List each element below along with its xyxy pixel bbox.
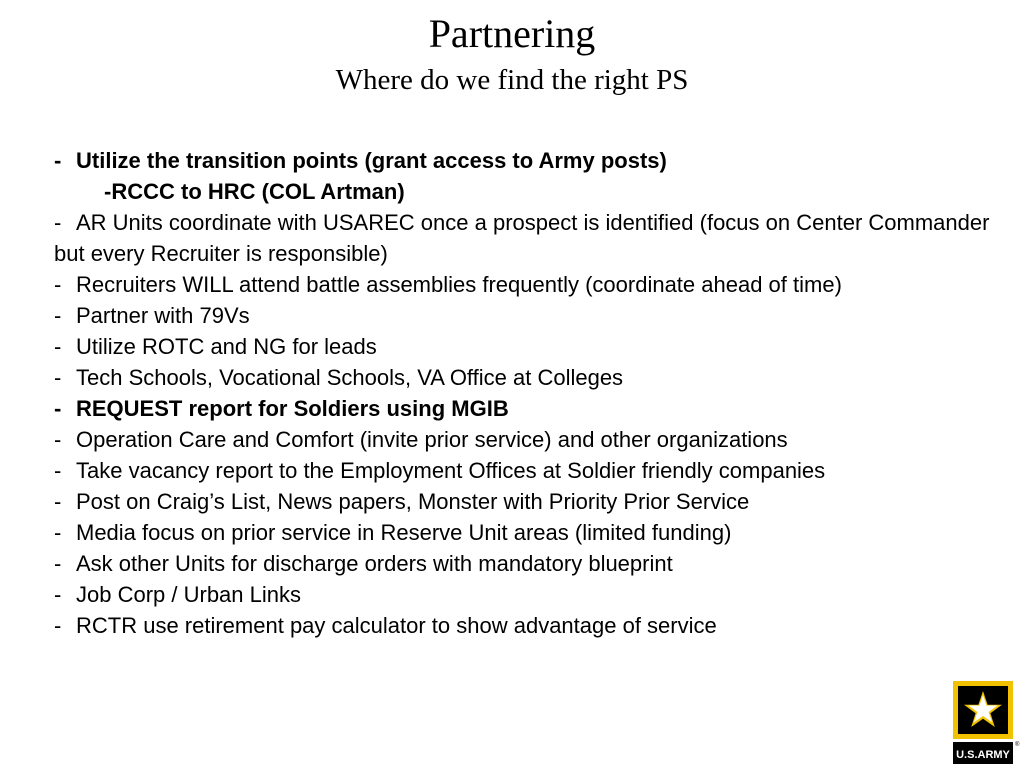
bullet-dash: - <box>54 365 62 390</box>
list-item-text: Tech Schools, Vocational Schools, VA Office at Colleges <box>76 365 624 390</box>
bullet-dash: - <box>54 427 62 452</box>
list-item <box>54 362 1004 393</box>
list-item-text: Ask other Units for discharge orders with mandatory blueprint <box>76 551 673 576</box>
bullet-dash: - <box>54 489 62 514</box>
bullet-dash: - <box>104 179 112 204</box>
list-item <box>54 424 1004 455</box>
list-item-text: Utilize ROTC and NG for leads <box>76 334 377 359</box>
bullet-dash: - <box>54 458 62 483</box>
list-item-text: AR Units coordinate with USAREC once a prospect is identified (focus on Center Commander but every Recruiter is responsible) <box>54 210 990 266</box>
list-item <box>54 269 1004 300</box>
list-item-text: Operation Care and Comfort (invite prior service) and other organizations <box>76 427 788 452</box>
logo-wordmark: U.S.ARMY <box>956 749 1010 761</box>
bullet-dash: - <box>54 148 62 173</box>
bullet-list <box>54 145 1004 641</box>
list-item <box>54 455 1004 486</box>
list-item-text: Take vacancy report to the Employment Offices at Soldier friendly companies <box>76 458 826 483</box>
bullet-dash: - <box>54 551 62 576</box>
list-item-text: RCCC to HRC (COL Artman) <box>111 179 405 204</box>
bullet-dash: - <box>54 334 62 359</box>
list-item <box>54 517 1004 548</box>
logo-trademark: ® <box>1015 742 1020 748</box>
list-item <box>54 300 1004 331</box>
us-army-logo-icon <box>952 680 1020 766</box>
list-item-text: Job Corp / Urban Links <box>76 582 301 607</box>
bullet-dash: - <box>54 272 62 297</box>
bullet-dash: - <box>54 396 62 421</box>
slide-title: Partnering <box>428 11 596 56</box>
list-item-text: RCTR use retirement pay calculator to show advantage of service <box>76 613 717 638</box>
list-item <box>54 331 1004 362</box>
slide-subtitle: Where do we find the right PS <box>335 64 689 96</box>
list-item <box>54 610 1004 641</box>
bullet-dash: - <box>54 210 62 235</box>
list-item <box>54 486 1004 517</box>
list-item-text: Recruiters WILL attend battle assemblies frequently (coordinate ahead of time) <box>76 272 842 297</box>
bullet-dash: - <box>54 520 62 545</box>
list-item <box>54 548 1004 579</box>
list-item <box>54 393 1004 424</box>
list-item <box>54 207 1004 269</box>
list-item-text: REQUEST report for Soldiers using MGIB <box>76 396 509 421</box>
bullet-dash: - <box>54 303 62 328</box>
list-item-text: Utilize the transition points (grant access to Army posts) <box>76 148 667 173</box>
list-item <box>54 579 1004 610</box>
list-item-text: Post on Craig’s List, News papers, Monster with Priority Prior Service <box>76 489 750 514</box>
bullet-dash: - <box>54 582 62 607</box>
list-item-text: Media focus on prior service in Reserve Unit areas (limited funding) <box>76 520 732 545</box>
sub-list-item <box>54 176 1004 207</box>
bullet-dash: - <box>54 613 62 638</box>
list-item <box>54 145 1004 176</box>
list-item-text: Partner with 79Vs <box>76 303 250 328</box>
